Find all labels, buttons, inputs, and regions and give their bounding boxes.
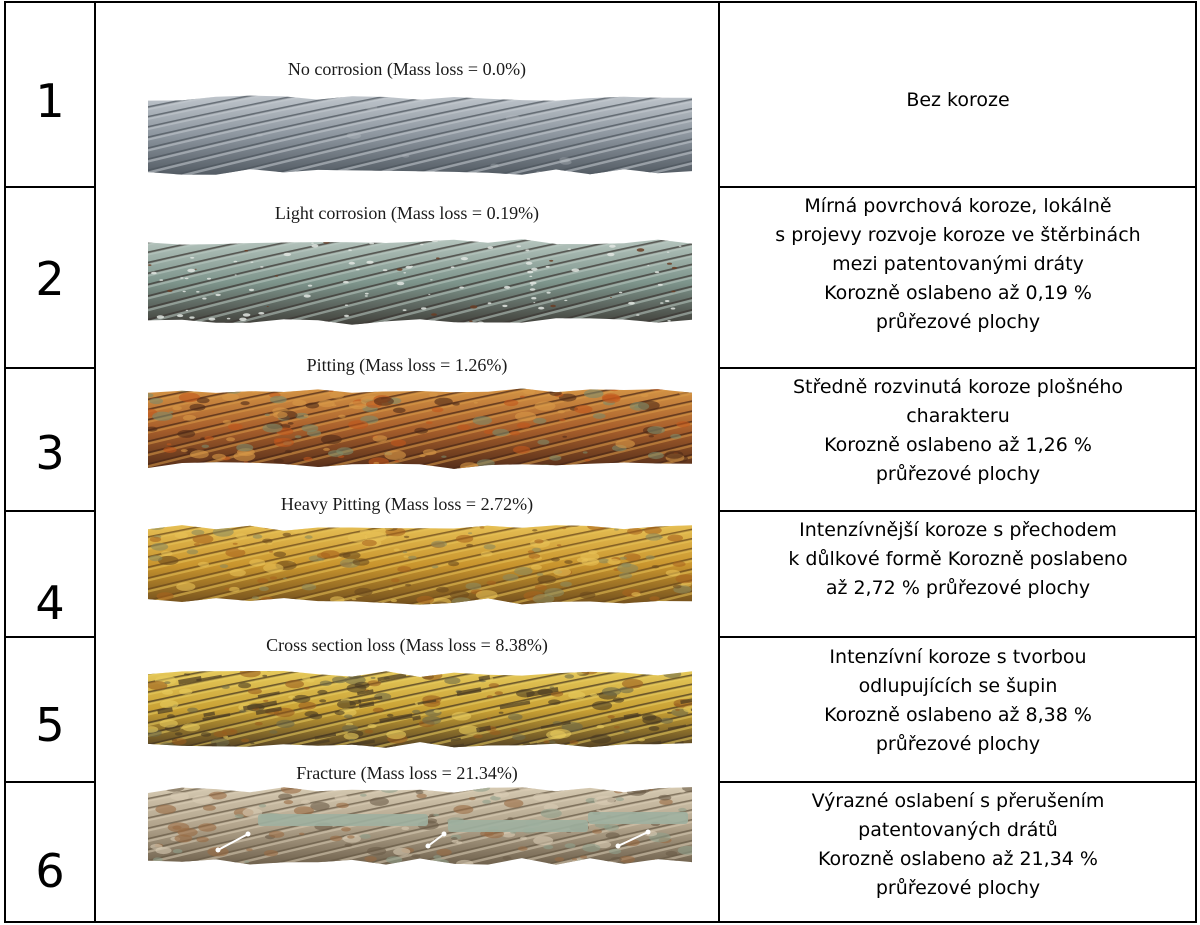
row-description <box>720 86 1196 115</box>
rope-photo-light-corrosion <box>148 236 692 328</box>
rope-caption: No corrosion (Mass loss = 0.0%) <box>287 59 527 79</box>
rope-photo-no-corrosion <box>148 92 692 178</box>
description-line: Intenzívní koroze s tvorbou <box>829 646 1087 668</box>
rope-caption: Heavy Pitting (Mass loss = 2.72%) <box>280 494 534 514</box>
description-line: Korozně oslabeno až 8,38 % <box>824 704 1092 726</box>
row-number: 4 <box>35 576 65 630</box>
rope-photo-fracture <box>148 784 692 868</box>
description-line: patentovaných drátů <box>858 819 1058 841</box>
description-line: Korozně oslabeno až 21,34 % <box>818 848 1098 870</box>
description-line: Korozně oslabeno až 1,26 % <box>824 434 1092 456</box>
description-line: charakteru <box>906 405 1010 427</box>
row-number: 6 <box>35 844 65 898</box>
description-line: Středně rozvinutá koroze plošného <box>792 376 1124 398</box>
description-line: Výrazné oslabení s přerušením <box>811 790 1105 812</box>
description-line: k důlkové formě Korozně poslabeno <box>788 548 1128 570</box>
row-number: 2 <box>35 252 65 306</box>
rope-caption: Light corrosion (Mass loss = 0.19%) <box>274 203 540 223</box>
description-line: Intenzívnější koroze s přechodem <box>799 519 1117 541</box>
rope-photo-heavy-pitting <box>148 522 692 608</box>
row-description <box>720 643 1196 759</box>
row-description <box>720 516 1196 603</box>
rope-photo-cross-section-loss <box>148 668 692 752</box>
row-number: 5 <box>35 698 65 752</box>
row-number: 3 <box>35 426 65 480</box>
row-description <box>720 373 1196 489</box>
rope-caption: Cross section loss (Mass loss = 8.38%) <box>266 635 548 655</box>
description-line: průřezové plochy <box>875 463 1041 485</box>
description-line: Korozně oslabeno až 0,19 % <box>824 282 1092 304</box>
row-description <box>720 787 1196 903</box>
row-number: 1 <box>35 74 65 128</box>
description-line: Bez koroze <box>906 89 1010 111</box>
rope-caption: Fracture (Mass loss = 21.34%) <box>296 763 518 783</box>
description-line: průřezové plochy <box>875 877 1041 899</box>
description-line: mezi patentovanými dráty <box>832 253 1084 275</box>
description-line: s projevy rozvoje koroze ve štěrbinách <box>775 224 1141 246</box>
description-line: odlupujících se šupin <box>858 675 1058 697</box>
row-description <box>720 192 1196 337</box>
description-line: Mírná povrchová koroze, lokálně <box>804 195 1112 217</box>
description-line: až 2,72 % průřezové plochy <box>825 577 1091 599</box>
description-line: průřezové plochy <box>875 733 1041 755</box>
rope-photo-pitting <box>148 384 692 472</box>
description-line: průřezové plochy <box>875 311 1041 333</box>
rope-caption: Pitting (Mass loss = 1.26%) <box>306 355 508 375</box>
